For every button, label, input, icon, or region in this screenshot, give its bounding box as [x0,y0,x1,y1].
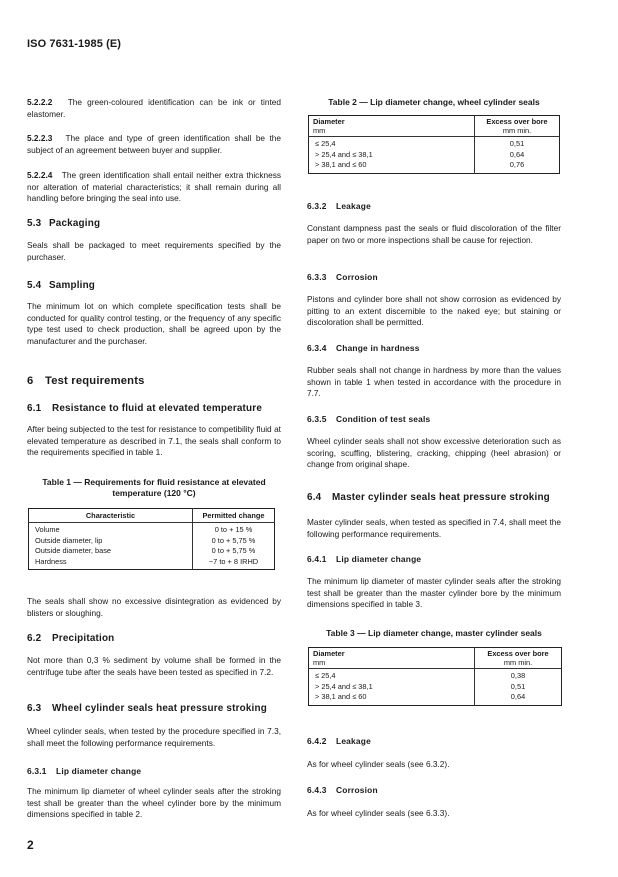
table-row: > 38,1 and ≤ 60 0,76 [309,160,560,173]
paragraph-6-3-2: Constant dampness past the seals or fluid discoloration of the filter paper on two or more inspections shall be cause for rejection. [307,223,561,245]
table-3-caption: Table 3 — Lip diameter change, master cylinder seals [326,628,542,638]
paragraph-6-3-3: Pistons and cylinder bore shall not show corrosion as evidenced by pitting to an extent discernible to the naked eye; but staining or discoloration shall be permitted. [307,294,561,328]
page-number: 2 [27,838,34,852]
table-header-permitted-change: Permitted change [193,509,275,523]
paragraph-6-4-3: As for wheel cylinder seals (see 6.3.3). [307,808,450,818]
table-row: Hardness −7 to + 8 IRHD [29,557,275,570]
table-row: ≤ 25,4 0,51 [309,137,560,150]
paragraph-5-2-2-4 [27,170,281,205]
table-row: Outside diameter, base 0 to + 5,75 % [29,546,275,557]
paragraph-6-1: After being subjected to the test for resistance to competibility fluid at elevated temperature as described in 7.1, the seals shall conform to the requirements specified in table 1. [27,424,281,458]
paragraph-6-2: Not more than 0,3 % sediment by volume shall be formed in the centrifuge tube after the seals have been tested as specified in 7.2. [27,655,281,677]
table-1 [28,508,275,570]
paragraph-after-table-1: The seals shall show no excessive disintegration as evidenced by blisters or sloughing. [27,596,281,618]
table-row: > 38,1 and ≤ 60 0,64 [309,692,562,705]
heading-6-4: 6.4 Master cylinder seals heat pressure stroking [307,492,550,503]
table-row: Volume 0 to + 15 % [29,523,275,536]
heading-6-3-2: 6.3.2 Leakage [307,201,371,211]
heading-5-4: 5.4 Sampling [27,280,96,291]
table-header-excess-over-bore: Excess over bore mm min. [475,648,562,669]
table-header-diameter: Diameter mm [309,116,475,137]
clause-text: The green identification shall entail neither extra thickness nor alteration of material characteristics; it shall remain during all handling before bringing the seal into use. [27,170,282,204]
paragraph-6-4: Master cylinder seals, when tested as specified in 7.4, shall meet the following performance requirements. [307,517,561,539]
paragraph-6-4-1: The minimum lip diameter of master cylinder seals after the stroking test shall be greater than the master cylinder bore by the minimum dimensions specified in table 3. [307,576,561,610]
clause-number: 5.2.2.4 [27,170,53,180]
clause-text: The green-coloured identification can be ink or tinted elastomer. [27,97,281,119]
paragraph-6-3-1: The minimum lip diameter of wheel cylinder seals after the stroking test shall be greater than the wheel cylinder bore by the minimum dimensions specified in table 2. [27,786,281,820]
heading-6-4-3: 6.4.3 Corrosion [307,785,378,795]
table-header-characteristic: Characteristic [29,509,193,523]
heading-5-3: 5.3 Packaging [27,218,101,229]
table-row: > 25,4 and ≤ 38,1 0,64 [309,150,560,161]
heading-6-3: 6.3 Wheel cylinder seals heat pressure stroking [27,703,267,714]
table-row: Outside diameter, lip 0 to + 5,75 % [29,536,275,547]
paragraph-5-2-2-2 [27,97,281,120]
clause-number: 5.2.2.2 [27,97,53,107]
table-header-diameter: Diameter mm [309,648,475,669]
heading-6-3-1: 6.3.1 Lip diameter change [27,766,142,776]
paragraph-6-4-2: As for wheel cylinder seals (see 6.3.2). [307,759,450,769]
paragraph-6-3: Wheel cylinder seals, when tested by the procedure specified in 7.3, shall meet the following performance requirements. [27,726,281,748]
paragraph-5-2-2-3 [27,133,281,156]
heading-6-3-3: 6.3.3 Corrosion [307,272,378,282]
heading-6-2: 6.2 Precipitation [27,633,115,644]
table-row: > 25,4 and ≤ 38,1 0,51 [309,682,562,693]
heading-6-4-1: 6.4.1 Lip diameter change [307,554,422,564]
table-3 [308,647,562,706]
paragraph-5-3: Seals shall be packaged to meet requirements specified by the purchaser. [27,240,281,262]
table-2-caption: Table 2 — Lip diameter change, wheel cylinder seals [328,97,540,107]
table-1-caption: Table 1 — Requirements for fluid resistance at elevated temperature (120 °C) [42,477,266,498]
paragraph-6-3-5: Wheel cylinder seals shall not show excessive deterioration such as scoring, scuffing, blistering, cracking, chipping (heel abrasion) or change from original shape. [307,436,561,470]
paragraph-6-3-4: Rubber seals shall not change in hardness by more than the values shown in table 1 when tested in accordance with the procedure in 7.7. [307,365,561,399]
table-header-excess-over-bore: Excess over bore mm min. [475,116,560,137]
heading-6: 6 Test requirements [27,375,145,387]
table-2 [308,115,560,174]
paragraph-5-4: The minimum lot on which complete specification tests shall be conducted for quality control testing, or the frequency of any specific type test used to check production, shall be agreed upon by the manufacturer and the purchaser. [27,301,281,346]
document-header: ISO 7631-1985 (E) [27,38,122,50]
clause-text: The place and type of green identification shall be the subject of an agreement between buyer and supplier. [27,133,281,155]
clause-number: 5.2.2.3 [27,133,53,143]
table-row: ≤ 25,4 0,38 [309,669,562,682]
heading-6-3-4: 6.3.4 Change in hardness [307,343,420,353]
heading-6-4-2: 6.4.2 Leakage [307,736,371,746]
heading-6-1: 6.1 Resistance to fluid at elevated temperature [27,403,263,414]
heading-6-3-5: 6.3.5 Condition of test seals [307,414,431,424]
